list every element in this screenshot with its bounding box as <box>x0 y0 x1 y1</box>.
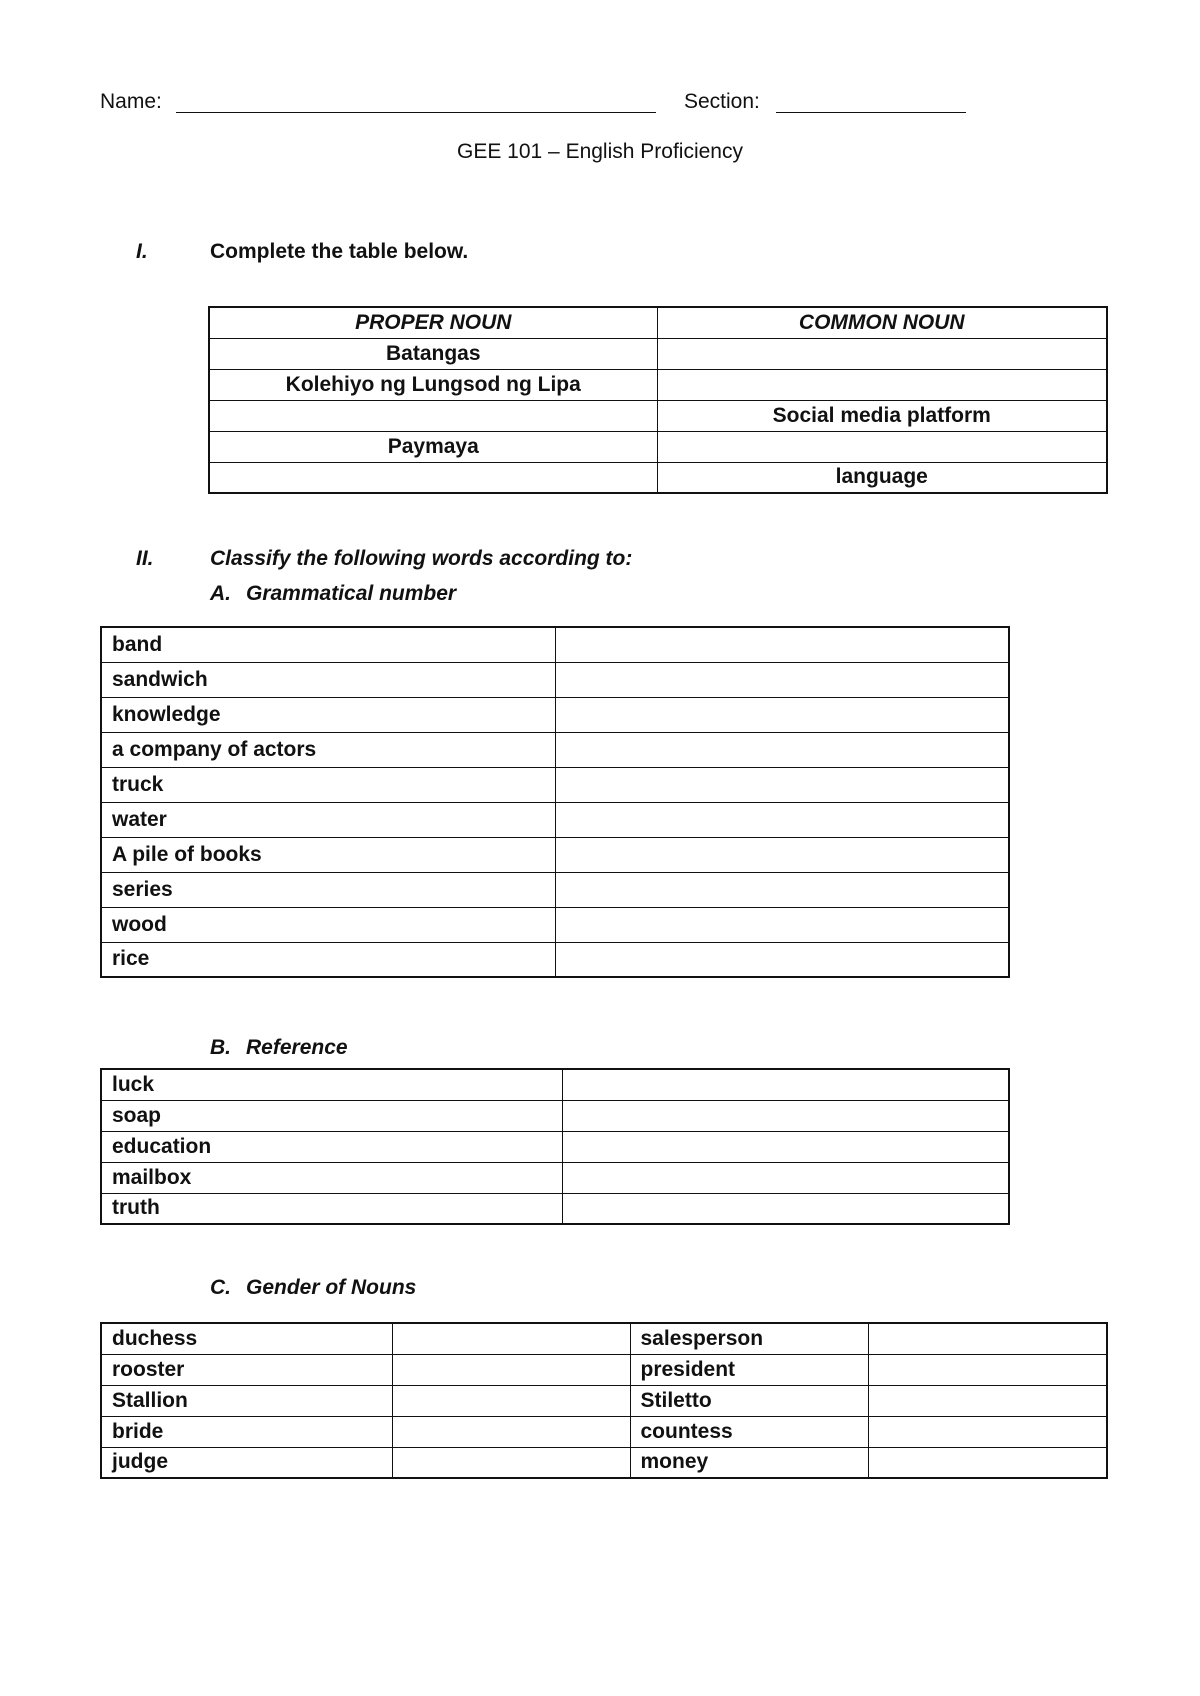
word-cell: bride <box>101 1416 392 1447</box>
subsection-c-heading <box>210 1276 416 1300</box>
common-noun-cell[interactable]: language <box>657 462 1107 493</box>
subsection-a-letter: A. <box>210 582 231 605</box>
proper-noun-cell[interactable]: Kolehiyo ng Lungsod ng Lipa <box>209 369 657 400</box>
table-row <box>101 697 1009 732</box>
answer-cell[interactable] <box>392 1323 630 1354</box>
word-cell: education <box>101 1131 562 1162</box>
common-noun-cell[interactable]: Social media platform <box>657 400 1107 431</box>
common-noun-cell[interactable] <box>657 338 1107 369</box>
answer-cell[interactable] <box>868 1416 1107 1447</box>
section-field[interactable] <box>776 90 966 113</box>
table-row <box>101 907 1009 942</box>
proper-noun-cell[interactable] <box>209 400 657 431</box>
answer-cell[interactable] <box>555 907 1009 942</box>
table-row <box>101 802 1009 837</box>
word-cell: band <box>101 627 555 662</box>
word-cell: water <box>101 802 555 837</box>
table-row <box>101 1193 1009 1224</box>
word-cell: mailbox <box>101 1162 562 1193</box>
answer-cell[interactable] <box>562 1162 1009 1193</box>
answer-cell[interactable] <box>555 872 1009 907</box>
answer-cell[interactable] <box>562 1131 1009 1162</box>
answer-cell[interactable] <box>868 1323 1107 1354</box>
word-cell: series <box>101 872 555 907</box>
subsection-b-title: Reference <box>246 1036 348 1059</box>
answer-cell[interactable] <box>562 1100 1009 1131</box>
common-noun-header: COMMON NOUN <box>657 307 1107 338</box>
table-row <box>209 462 1107 493</box>
subsection-a-title: Grammatical number <box>246 582 457 605</box>
part2-numeral: II. <box>136 547 154 570</box>
reference-table <box>100 1068 1010 1225</box>
answer-cell[interactable] <box>392 1416 630 1447</box>
table-row <box>101 1385 1107 1416</box>
answer-cell[interactable] <box>555 697 1009 732</box>
answer-cell[interactable] <box>392 1447 630 1478</box>
answer-cell[interactable] <box>868 1385 1107 1416</box>
word-cell: countess <box>630 1416 868 1447</box>
table-row <box>209 369 1107 400</box>
word-cell: Stiletto <box>630 1385 868 1416</box>
table-row <box>101 627 1009 662</box>
table-row <box>209 400 1107 431</box>
word-cell: knowledge <box>101 697 555 732</box>
answer-cell[interactable] <box>868 1354 1107 1385</box>
word-cell: sandwich <box>101 662 555 697</box>
word-cell: president <box>630 1354 868 1385</box>
word-cell: salesperson <box>630 1323 868 1354</box>
table-row <box>101 662 1009 697</box>
word-cell: Stallion <box>101 1385 392 1416</box>
part1-instruction: Complete the table below. <box>210 240 469 263</box>
section-label: Section: <box>684 90 760 113</box>
answer-cell[interactable] <box>562 1069 1009 1100</box>
table-row <box>101 942 1009 977</box>
answer-cell[interactable] <box>555 732 1009 767</box>
name-label: Name: <box>100 90 162 113</box>
answer-cell[interactable] <box>392 1354 630 1385</box>
proper-noun-header: PROPER NOUN <box>209 307 657 338</box>
gender-of-nouns-table <box>100 1322 1108 1479</box>
common-noun-cell[interactable] <box>657 369 1107 400</box>
table-row <box>101 1447 1107 1478</box>
word-cell: wood <box>101 907 555 942</box>
table-row <box>101 732 1009 767</box>
word-cell: duchess <box>101 1323 392 1354</box>
table-row <box>101 1100 1009 1131</box>
word-cell: rice <box>101 942 555 977</box>
subsection-b-heading <box>210 1036 348 1060</box>
subsection-a-heading <box>210 582 456 606</box>
table-row <box>101 872 1009 907</box>
name-field[interactable] <box>176 90 656 113</box>
proper-noun-cell[interactable]: Batangas <box>209 338 657 369</box>
word-cell: rooster <box>101 1354 392 1385</box>
word-cell: truth <box>101 1193 562 1224</box>
table-header-row <box>209 307 1107 338</box>
part2-instruction: Classify the following words according to: <box>210 547 633 570</box>
proper-noun-cell[interactable] <box>209 462 657 493</box>
answer-cell[interactable] <box>555 662 1009 697</box>
proper-noun-cell[interactable]: Paymaya <box>209 431 657 462</box>
grammatical-number-table <box>100 626 1010 978</box>
table-row <box>101 1416 1107 1447</box>
word-cell: judge <box>101 1447 392 1478</box>
subsection-c-title: Gender of Nouns <box>246 1276 417 1299</box>
word-cell: soap <box>101 1100 562 1131</box>
word-cell: luck <box>101 1069 562 1100</box>
word-cell: truck <box>101 767 555 802</box>
answer-cell[interactable] <box>555 942 1009 977</box>
word-cell: A pile of books <box>101 837 555 872</box>
table-row <box>209 338 1107 369</box>
table-row <box>101 767 1009 802</box>
table-row <box>209 431 1107 462</box>
proper-common-noun-table <box>208 306 1108 494</box>
word-cell: a company of actors <box>101 732 555 767</box>
answer-cell[interactable] <box>555 627 1009 662</box>
answer-cell[interactable] <box>868 1447 1107 1478</box>
table-row <box>101 1354 1107 1385</box>
table-row <box>101 837 1009 872</box>
table-row <box>101 1323 1107 1354</box>
table-row <box>101 1131 1009 1162</box>
part1-numeral: I. <box>136 240 148 263</box>
answer-cell[interactable] <box>562 1193 1009 1224</box>
answer-cell[interactable] <box>555 802 1009 837</box>
subsection-c-letter: C. <box>210 1276 231 1299</box>
common-noun-cell[interactable] <box>657 431 1107 462</box>
table-row <box>101 1162 1009 1193</box>
word-cell: money <box>630 1447 868 1478</box>
answer-cell[interactable] <box>555 767 1009 802</box>
answer-cell[interactable] <box>392 1385 630 1416</box>
subsection-b-letter: B. <box>210 1036 231 1059</box>
answer-cell[interactable] <box>555 837 1009 872</box>
course-title: GEE 101 – English Proficiency <box>457 140 743 163</box>
table-row <box>101 1069 1009 1100</box>
